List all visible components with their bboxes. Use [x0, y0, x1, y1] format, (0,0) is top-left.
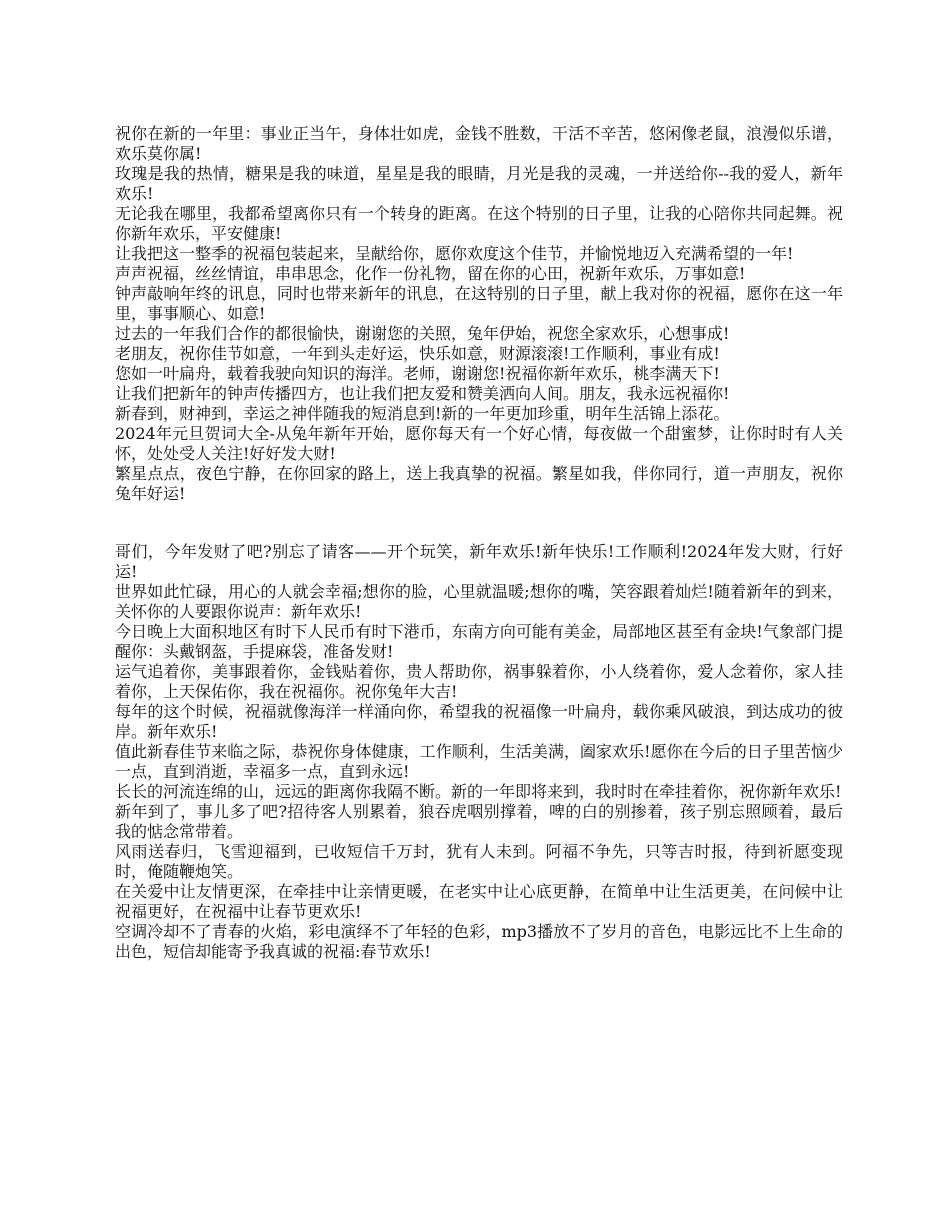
- paragraph: 每年的这个时候，祝福就像海洋一样涌向你，希望我的祝福像一叶扁舟，载你乘风破浪，到达成功的彼岸。新年欢乐!: [115, 702, 843, 741]
- paragraph: 空调冷却不了青春的火焰，彩电演绎不了年轻的色彩，mp3播放不了岁月的音色，电影远比不上生命的出色，短信却能寄予我真诚的祝福:春节欢乐!: [115, 922, 843, 961]
- paragraph: 长长的河流连绵的山，远远的距离你我隔不断。新的一年即将来到，我时时在牵挂着你，祝你新年欢乐!: [115, 782, 842, 801]
- paragraph: 祝你在新的一年里：事业正当午，身体壮如虎，金钱不胜数，干活不辛苦，悠闲像老鼠，浪漫似乐谱，欢乐莫你属!: [115, 124, 843, 163]
- paragraph: 哥们，今年发财了吧?别忘了请客——开个玩笑，新年欢乐!新年快乐!工作顺利!2024年发大财，行好运!: [115, 542, 843, 581]
- paragraph: 声声祝福，丝丝情谊，串串思念，化作一份礼物，留在你的心田，祝新年欢乐，万事如意!: [115, 264, 746, 283]
- paragraph: 玫瑰是我的热情，糖果是我的味道，星星是我的眼睛，月光是我的灵魂，一并送给你--我的爱人，新年欢乐!: [115, 164, 843, 203]
- paragraph: 让我把这一整季的祝福包装起来，呈献给你，愿你欢度这个佳节，并愉悦地迈入充满希望的一年!: [115, 244, 794, 263]
- paragraph: 让我们把新年的钟声传播四方，也让我们把友爱和赞美洒向人间。朋友，我永远祝福你!: [115, 384, 730, 403]
- paragraph: 无论我在哪里，我都希望离你只有一个转身的距离。在这个特别的日子里，让我的心陪你共同起舞。祝你新年欢乐，平安健康!: [115, 204, 843, 243]
- paragraph: 过去的一年我们合作的都很愉快，谢谢您的关照，兔年伊始，祝您全家欢乐，心想事成!: [115, 324, 730, 343]
- paragraph: 老朋友，祝你佳节如意，一年到头走好运，快乐如意，财源滚滚!工作顺利，事业有成!: [115, 344, 720, 363]
- paragraph: 世界如此忙碌，用心的人就会幸福;想你的脸，心里就温暖;想你的嘴，笑容跟着灿烂!随着新年的到来，关怀你的人要跟你说声：新年欢乐!: [115, 582, 843, 621]
- paragraph: 新年到了，事儿多了吧?招待客人别累着，狼吞虎咽别撑着，啤的白的别掺着，孩子别忘照顾着，最后我的惦念常带着。: [115, 802, 843, 841]
- paragraph: 风雨送春归，飞雪迎福到，已收短信千万封，犹有人未到。阿福不争先，只等吉时报，待到祈愿变现时，俺随鞭炮笑。: [115, 842, 843, 881]
- document-page: [115, 124, 843, 962]
- section-1: [115, 124, 843, 504]
- paragraph: 在关爱中让友情更深，在牵挂中让亲情更暖，在老实中让心底更静，在简单中让生活更美，在问候中让祝福更好，在祝福中让春节更欢乐!: [115, 882, 843, 921]
- paragraph: 值此新春佳节来临之际，恭祝你身体健康，工作顺利，生活美满，阖家欢乐!愿你在今后的日子里苦恼少一点，直到消逝，幸福多一点，直到永远!: [115, 742, 843, 781]
- paragraph: 繁星点点，夜色宁静，在你回家的路上，送上我真挚的祝福。繁星如我，伴你同行，道一声朋友，祝你兔年好运!: [115, 464, 843, 503]
- paragraph: 钟声敲响年终的讯息，同时也带来新年的讯息，在这特别的日子里，献上我对你的祝福，愿你在这一年里，事事顺心、如意!: [115, 284, 843, 323]
- paragraph: 2024年元旦贺词大全-从兔年新年开始，愿你每天有一个好心情，每夜做一个甜蜜梦，让你时时有人关怀，处处受人关注!好好发大财!: [115, 424, 843, 463]
- paragraph: 今日晚上大面积地区有时下人民币有时下港币，东南方向可能有美金，局部地区甚至有金块!气象部门提醒你：头戴钢盔，手提麻袋，准备发财!: [115, 622, 843, 661]
- paragraph: 您如一叶扁舟，载着我驶向知识的海洋。老师，谢谢您!祝福你新年欢乐，桃李满天下!: [115, 364, 720, 383]
- paragraph: 新春到，财神到，幸运之神伴随我的短消息到!新的一年更加珍重，明年生活锦上添花。: [115, 404, 730, 423]
- section-2: [115, 542, 843, 962]
- paragraph: 运气追着你，美事跟着你，金钱贴着你，贵人帮助你，祸事躲着你，小人绕着你，爱人念着你，家人挂着你，上天保佑你，我在祝福你。祝你兔年大吉!: [115, 662, 843, 701]
